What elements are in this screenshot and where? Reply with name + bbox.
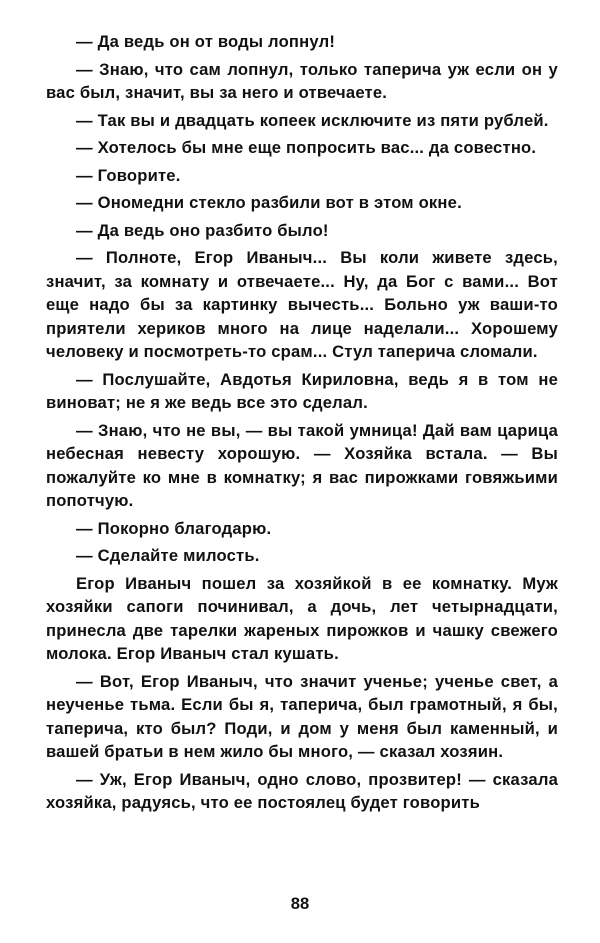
paragraph: — Знаю, что не вы, — вы такой умница! Дай вам царица небесная невесту хорошую. — Хозяйка встала. — Вы пожалуйте ко мне в комнатку; я вас пирожками говяжьими попотчую. xyxy=(46,420,558,510)
paragraph: — Да ведь оно разбито было! xyxy=(76,220,329,240)
paragraph: — Говорите. xyxy=(76,165,181,185)
paragraph: — Послушайте, Авдотья Кириловна, ведь я в том не виноват; не я же ведь все это сделал. xyxy=(46,369,558,412)
paragraph: — Полноте, Егор Иваныч... Вы коли живете здесь, значит, за комнату и отвечаете... Ну, да Бог с вами... Вот еще надо бы за картинку вычесть... Больно уж ваши-то приятели хериков много на лице наделали... Хорошему человеку и посмотреть-то срам... Стул таперича сломали. xyxy=(46,248,558,361)
paragraph: — Покорно благодарю. xyxy=(76,518,272,538)
page-number: 88 xyxy=(290,894,310,913)
paragraph: — Уж, Егор Иваныч, одно слово, прозвитер! — сказала хозяйка, радуясь, что ее постоялец будет говорить xyxy=(46,769,558,812)
paragraph: — Ономедни стекло разбили вот в этом окне. xyxy=(76,193,462,212)
body-text xyxy=(46,30,558,819)
paragraph: — Так вы и двадцать копеек исключите из пяти рублей. xyxy=(76,110,549,130)
paragraph: — Да ведь он от воды лопнул! xyxy=(76,32,336,51)
paragraph: — Знаю, что сам лопнул, только таперича уж если он у вас был, значит, вы за него и отвечаете. xyxy=(46,59,558,102)
paragraph: Егор Иваныч пошел за хозяйкой в ее комнатку. Муж хозяйки сапоги починивал, а дочь, лет четырнадцати, принесла две тарелки жареных пирожков и чашку свежего молока. Егор Иваныч стал кушать. xyxy=(46,573,558,663)
paragraph: — Вот, Егор Иваныч, что значит ученье; ученье свет, а неученье тьма. Если бы я, таперича, был грамотный, я бы, таперича, кто был? Поди, и дом у меня был каменный, и вашей братьи в нем жило бы много, — сказал хозяин. xyxy=(46,671,558,761)
paragraph: — Хотелось бы мне еще попросить вас... да совестно. xyxy=(76,138,537,157)
paragraph: — Сделайте милость. xyxy=(76,546,260,565)
